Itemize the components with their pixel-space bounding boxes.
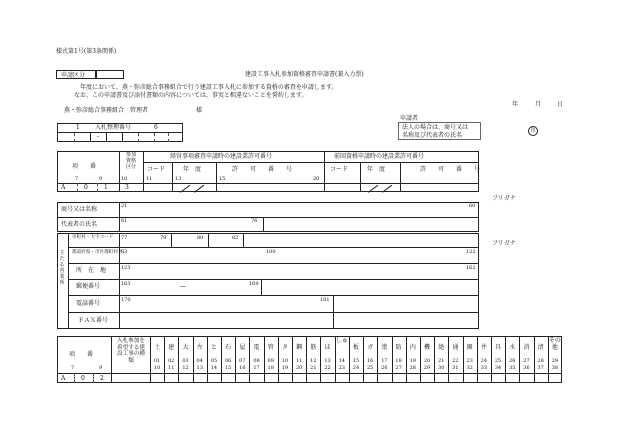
office-label: 主たる営業所 [59,250,65,286]
work-type-column-number: 22 [324,365,331,371]
work-type-code: 23 [466,358,473,364]
work-type-column-number: 36 [523,365,530,371]
work-type-input[interactable] [249,373,263,383]
work-type-column-number: 27 [395,365,402,371]
pref-label: 都道府県・市区郡町村名 [72,250,123,255]
n163: 163 [121,281,131,287]
desired-desc-label: 入札参加を希望する建設工事の種類 [117,338,145,364]
work-type-column-number: 12 [182,365,189,371]
work-type-input[interactable] [193,373,207,383]
work-type-name: 建 [168,344,175,351]
row-0: 0 [84,184,88,191]
work-type-input[interactable] [320,373,334,383]
work-type-name: 屋 [239,344,246,351]
work-type-code: 14 [338,358,345,364]
work-type-input[interactable] [377,373,391,383]
work-type-name: 塗 [381,344,388,351]
work-type-code: 01 [153,358,161,364]
work-type-code: 16 [367,358,374,364]
rep-name-label: 代表者の氏名 [61,221,98,228]
work-type-code: 25 [494,358,502,364]
work-type-input[interactable] [349,373,363,383]
n60: 60 [469,203,476,209]
n21: 21 [121,203,128,209]
work-type-name: その他 [548,337,561,351]
work-type-input[interactable] [548,373,562,383]
work-type-column-number: 30 [438,365,445,371]
work-type-input[interactable] [335,373,349,383]
work-type-name: 具 [495,344,502,351]
work-type-column-number: 15 [224,365,232,371]
work-type-column-number: 13 [196,365,203,371]
work-type-code: 08 [253,358,260,364]
n169: 169 [249,281,259,287]
work-type-name: 防 [395,344,402,351]
work-type-column-number: 23 [338,365,345,371]
work-type-input[interactable] [235,373,249,383]
work-type-input[interactable] [505,373,519,383]
work-type-name: 電 [253,344,260,351]
desired-item-n7: 7 [71,365,75,371]
work-type-column-number: 38 [551,365,559,371]
work-type-name: 機 [424,344,431,351]
row-a: A [61,184,66,191]
n13: 13 [175,176,182,182]
work-type-code: 07 [239,358,246,364]
seal-mark: 印 [528,126,538,136]
work-type-name: と [210,344,217,351]
date-month: 月 [535,101,542,108]
work-type-code: 22 [452,358,459,364]
permit-label-previous: 許 可 番 号 [420,166,481,173]
postal-label: 郵便番号 [76,283,101,290]
item-n7: 7 [75,176,79,182]
n100: 100 [266,249,276,255]
work-type-name: 管 [267,344,274,351]
work-type-name: 土 [154,344,161,351]
work-type-column-number: 14 [210,365,218,371]
work-type-input[interactable] [278,373,292,383]
date-day: 日 [557,101,564,108]
work-type-name: 井 [480,344,487,351]
work-type-input[interactable] [406,373,420,383]
work-type-name: タ [281,344,288,351]
work-type-column-number: 32 [466,365,473,371]
addressee-sama: 様 [196,107,203,114]
n20: 20 [313,176,320,182]
work-type-input[interactable] [434,373,448,383]
work-type-column-number: 25 [367,365,374,371]
work-type-input[interactable] [164,373,178,383]
n83: 83 [121,249,128,255]
work-type-code: 20 [423,358,431,364]
work-type-code: 27 [523,358,530,364]
desired-item-label: 項 番 [69,351,94,358]
work-type-column-number: 19 [281,365,289,371]
work-type-code: 09 [267,358,274,364]
work-type-input[interactable] [519,373,533,383]
work-type-code: 04 [196,358,203,364]
work-type-name: 園 [466,344,473,351]
n79: 79 [160,235,167,241]
work-type-column-number: 31 [452,365,459,371]
work-type-column-number: 28 [409,365,416,371]
n82: 82 [232,235,239,241]
work-type-name: 石 [225,344,232,351]
work-type-code: 15 [352,358,360,364]
n122: 122 [466,249,476,255]
work-type-column-number: 24 [352,365,360,371]
work-type-column-number: 33 [480,365,488,371]
work-type-input[interactable] [264,373,278,383]
year-label-current: 年 度 [183,166,202,173]
applicant-note-2: 名称及び代表者の氏名 [402,132,463,139]
work-type-input[interactable] [420,373,434,383]
reg-dash: - [97,133,100,140]
applicant-note-box [398,122,481,140]
style-number: 様式第1号(第3条関係) [56,48,117,55]
work-type-code: 03 [182,358,189,364]
desired-row-a: A [61,375,66,382]
current-permit-title: 経営事項審査申請時の建設業許可番号 [170,153,273,160]
work-type-code: 06 [224,358,232,364]
work-type-column-number: 26 [381,365,388,371]
n11: 11 [146,176,153,182]
reg-number-1: 1 [76,124,80,131]
phone-label: 電話番号 [76,300,101,307]
work-type-column-number: 35 [509,365,516,371]
participation-n10: 10 [121,176,128,182]
work-type-input[interactable] [178,373,192,383]
desired-row-2: 2 [100,375,104,382]
work-type-name: 通 [452,344,459,351]
work-type-code: 11 [295,358,303,364]
year-label-previous: 年 度 [367,166,386,173]
permit-label-current: 許 可 番 号 [232,166,293,173]
work-type-input[interactable] [463,373,477,383]
work-type-code: 18 [395,358,402,364]
date-year: 年 [512,101,519,108]
n15: 15 [219,176,226,182]
work-type-input[interactable] [306,373,320,383]
furigana-2: フリガナ [492,240,516,247]
work-type-name: 左 [196,344,203,351]
work-type-input[interactable] [392,373,406,383]
previous-permit-title: 前回資格申請時の建設業許可番号 [334,153,425,160]
work-type-column-number: 21 [310,365,317,371]
reg-number-6: 6 [154,124,158,131]
desired-row-0: 0 [81,375,85,382]
fax-label: ＦＡＸ番号 [78,317,109,324]
work-type-name: 筋 [310,344,317,351]
work-type-input[interactable] [207,373,221,383]
city-label: 市町村・大字コード [72,235,114,240]
participation-n3: 3 [125,184,129,191]
work-type-column-number: 11 [168,365,175,371]
work-type-input[interactable] [150,373,164,383]
work-type-input[interactable] [221,373,235,383]
work-type-name: しゅ [335,337,348,344]
work-type-code: 28 [537,358,544,364]
work-type-input[interactable] [363,373,377,383]
work-type-input[interactable] [477,373,491,383]
work-type-column-number: 18 [267,365,274,371]
work-type-input[interactable] [448,373,462,383]
work-type-column-number: 29 [423,365,431,371]
reg-label: 入札整理番号 [95,124,132,131]
applicant-label: 申請者 [400,115,419,122]
work-type-code: 02 [168,358,175,364]
work-type-input[interactable] [534,373,548,383]
work-type-code: 19 [409,358,416,364]
row-1: 1 [104,184,108,191]
work-type-name: 鋼 [296,344,303,351]
work-type-column-number: 16 [239,365,246,371]
n77: 77 [121,235,128,241]
n61: 61 [121,218,128,224]
work-type-input[interactable] [292,373,306,383]
item-n9: 9 [99,176,103,182]
work-type-column-number: 20 [295,365,303,371]
n76: 76 [251,218,258,224]
work-type-code: 21 [438,358,445,364]
work-type-code: 05 [210,358,218,364]
furigana-1: フリガナ [492,195,516,202]
work-type-column-number: 34 [494,365,502,371]
category-input[interactable] [96,70,124,79]
work-type-code: 10 [281,358,289,364]
desired-item-n9: 9 [99,365,103,371]
work-type-name: 大 [182,344,189,351]
work-type-code: 12 [310,358,317,364]
work-type-code: 13 [324,358,331,364]
work-type-code: 24 [480,358,488,364]
form-title: 建設工事入札参加資格審査申請書(兼入力票) [245,71,364,78]
category-box [56,70,96,79]
work-type-name: 消 [523,344,530,351]
work-type-name: 内 [409,344,416,351]
work-type-code: 29 [551,358,559,364]
work-type-code: 26 [509,358,516,364]
work-type-column-number: 17 [253,365,260,371]
work-type-column-number: 37 [537,365,544,371]
postal-dash: ― [180,283,186,290]
work-type-name: 水 [509,344,516,351]
work-type-name: ほ [324,344,331,351]
category-label: 申請区分 [61,71,86,79]
work-type-column-number: 10 [153,365,161,371]
n123: 123 [121,265,131,271]
n170: 170 [121,297,131,303]
work-type-name: 板 [352,344,359,351]
n162: 162 [466,265,476,271]
work-type-code: 17 [381,358,388,364]
intro-line-1: 年度において、燕・弥彦総合事務組合で行う建設工事入札に参加する資格の審査を申請します。 [80,84,338,91]
intro-line-2: なお、この申請書及び添付書類の内容については、事実と相違ないことを誓約します。 [74,92,308,99]
participation-label: 参加資格区分 [126,152,137,170]
n80: 80 [197,235,204,241]
work-type-input[interactable] [491,373,505,383]
addressee: 燕・弥彦総合事務組合 管理者 [64,107,149,114]
n181: 181 [320,297,330,303]
work-type-name: 絶 [438,344,445,351]
code-label-current: コード [147,166,166,173]
address-label: 所 在 地 [76,267,107,274]
applicant-note-1: 法人の場合は、商号又は [402,124,469,131]
item-label: 項 番 [72,163,97,170]
work-type-name: ガ [367,344,374,351]
trade-name-label: 商号又は名称 [61,206,98,213]
work-type-name: 清 [537,344,544,351]
code-label-previous: コード [330,166,349,173]
